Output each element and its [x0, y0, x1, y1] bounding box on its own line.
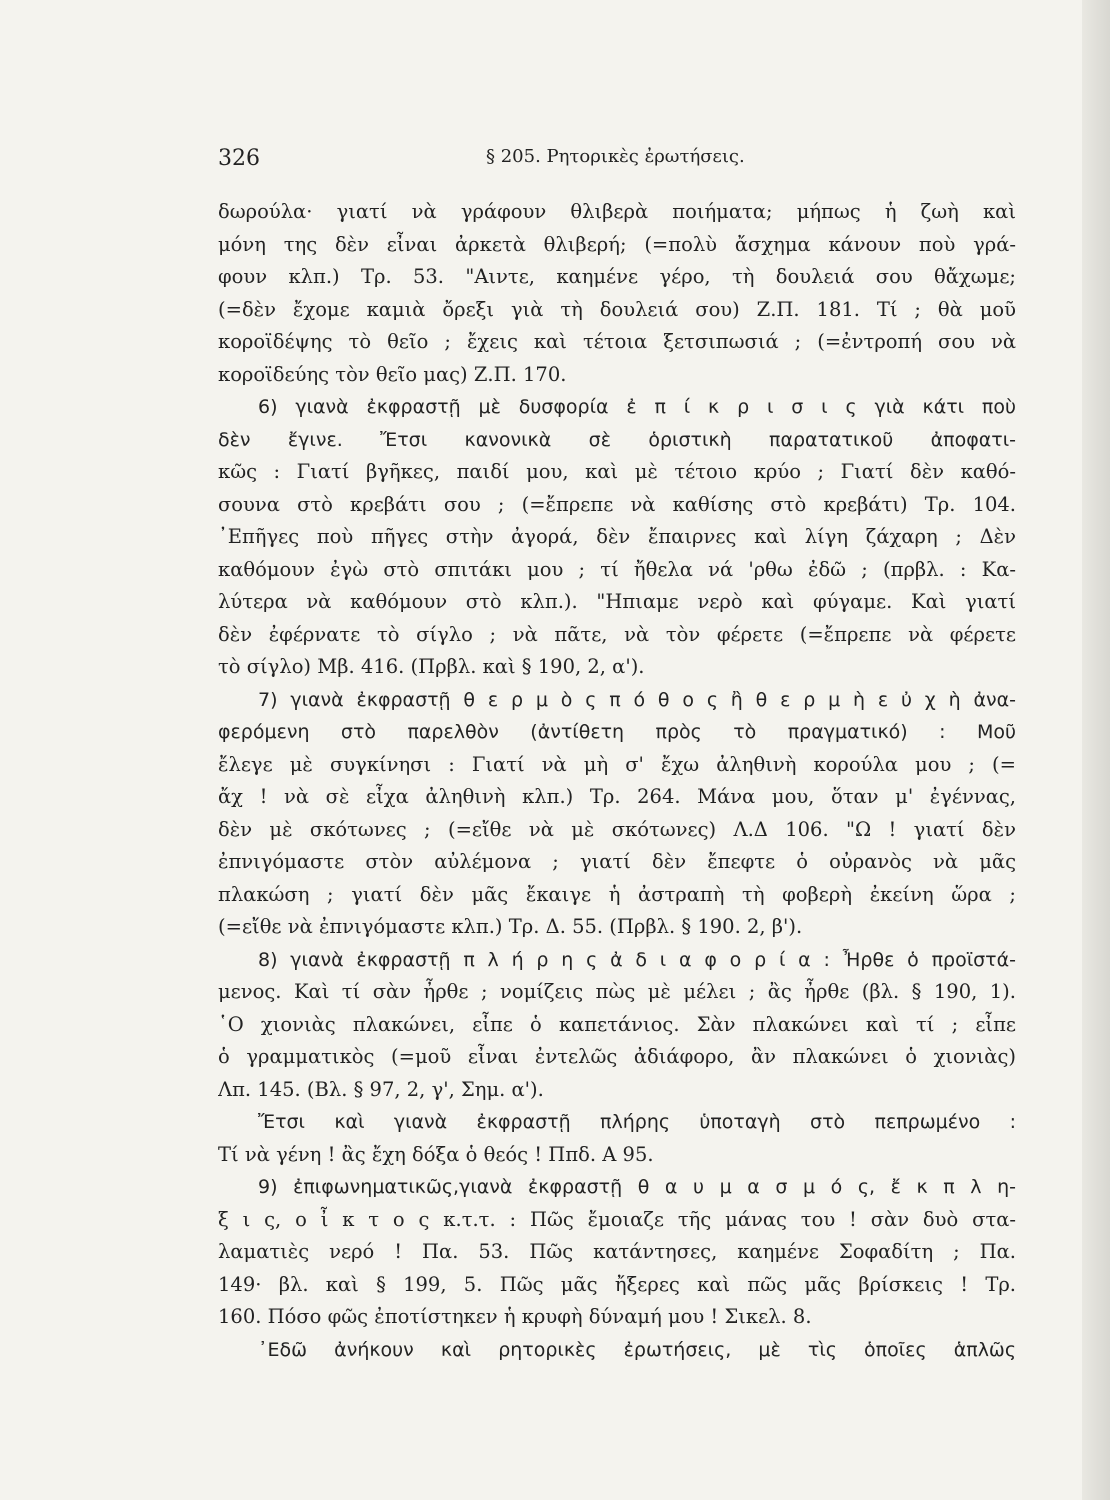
- text-line: δὲν ἔγινε. Ἔτσι κανονικὰ σὲ ὁριστικὴ παρατατικοῦ ἀποφατι-: [218, 428, 1016, 451]
- text-line: ᾿Εδῶ ἀνήκουν καὶ ρητορικὲς ἐρωτήσεις, μὲ τὶς ὁποῖες ἁπλῶς: [258, 1338, 1016, 1361]
- text-line: 7) γιανὰ ἐκφραστῇ θ ε ρ μ ὸ ς π ό θ ο ς ἢ θ ε ρ μ ὴ ε ὐ χ ὴ ἀνα-: [258, 688, 1016, 711]
- text-line: φουν κλπ.) Τρ. 53. "Αιντε, καημένε γέρο, τὴ δουλειά σου θἄχωμε;: [218, 265, 1016, 288]
- text-line: ὁ γραμματικὸς (=μοῦ εἶναι ἐντελῶς ἀδιάφορο, ἂν πλακώνει ὁ χιονιὰς): [218, 1045, 1016, 1068]
- text-line: δὲν ἐφέρνατε τὸ σίγλο ; νὰ πᾶτε, νὰ τὸν φέρετε (=ἔπρεπε νὰ φέρετε: [218, 622, 1016, 646]
- text-line: πλακώση ; γιατί δὲν μᾶς ἔκαιγε ἡ ἀστραπὴ τὴ φοβερὴ ἐκείνη ὥρα ;: [218, 882, 1016, 906]
- text-line: ξ ι ς, ο ἶ κ τ ο ς κ.τ.τ. : Πῶς ἔμοιαζε τῆς μάνας του ! σὰν δυὸ στα-: [218, 1207, 1016, 1231]
- running-title: § 205. Ρητορικὲς ἐρωτήσεις.: [486, 146, 745, 167]
- text-line: ἔλεγε μὲ συγκίνησι : Γιατί νὰ μὴ σ' ἔχω ἀληθινὴ κορούλα μου ; (=: [218, 752, 1016, 776]
- text-line: Ἔτσι καὶ γιανὰ ἐκφραστῇ πλήρης ὑποταγὴ στὸ πεπρωμένο :: [258, 1111, 1016, 1133]
- text-line: καθόμουν ἐγὼ στὸ σπιτάκι μου ; τί ἤθελα νά 'ρθω ἐδῶ ; (πρβλ. : Κα-: [218, 557, 1016, 581]
- page-edge-shadow: [1082, 0, 1110, 1500]
- text-line: σουνα στὸ κρεβάτι σου ; (=ἔπρεπε νὰ καθίσης στὸ κρεβάτι) Τρ. 104.: [218, 492, 1016, 516]
- text-line: ᾿Επῆγες ποὺ πῆγες στὴν ἀγορά, δὲν ἔπαιρνες καὶ λίγη ζάχαρη ; Δὲν: [218, 525, 1016, 548]
- text-line: ῾Ο χιονιὰς πλακώνει, εἶπε ὁ καπετάνιος. Σὰν πλακώνει καὶ τί ; εἶπε: [218, 1012, 1016, 1036]
- text-line: φερόμενη στὸ παρελθὸν (ἀντίθετη πρὸς τὸ πραγματικό) : Μοῦ: [218, 721, 1016, 743]
- text-line: κοροϊδέψης τὸ θεῖο ; ἔχεις καὶ τέτοια ξετσιπωσιά ; (=ἐντροπή σου νὰ: [218, 330, 1016, 353]
- text-line: κοροϊδεύης τὸν θεῖο μας) Ζ.Π. 170.: [218, 362, 567, 386]
- text-line: λαματιὲς νερό ! Πα. 53. Πῶς κατάντησες, καημένε Σοφαδίτη ; Πα.: [218, 1240, 1016, 1263]
- text-line: 8) γιανὰ ἐκφραστῇ π λ ή ρ η ς ἀ δ ι α φ ο ρ ί α : Ἦρθε ὁ προϊστά-: [258, 948, 1016, 971]
- text-line: μόνη της δὲν εἶναι ἀρκετὰ θλιβερή; (=πολὺ ἄσχημα κάνουν ποὺ γρά-: [218, 232, 1016, 256]
- body-text: [218, 196, 1016, 1366]
- text-line: ἄχ ! νὰ σὲ εἶχα ἀληθινὴ κλπ.) Τρ. 264. Μάνα μου, ὅταν μ' ἐγέννας,: [218, 785, 1016, 808]
- page-header: [218, 146, 1018, 176]
- text-line: δὲν μὲ σκότωνες ; (=εἴθε νὰ μὲ σκότωνες) Λ.Δ 106. "Ω ! γιατί δὲν: [218, 817, 1016, 841]
- text-line: λύτερα νὰ καθόμουν στὸ κλπ.). "Ηπιαμε νερὸ καὶ φύγαμε. Καὶ γιατί: [218, 590, 1016, 613]
- text-line: 149· βλ. καὶ § 199, 5. Πῶς μᾶς ἤξερες καὶ πῶς μᾶς βρίσκεις ! Τρ.: [218, 1272, 1016, 1296]
- text-line: (=δὲν ἔχομε καμιὰ ὄρεξι γιὰ τὴ δουλειά σου) Ζ.Π. 181. Τί ; θὰ μοῦ: [218, 297, 1016, 321]
- text-line: ἐπνιγόμαστε στὸν αὐλέμονα ; γιατί δὲν ἔπεφτε ὁ οὐρανὸς νὰ μᾶς: [218, 850, 1016, 873]
- text-line: 160. Πόσο φῶς ἐποτίστηκεν ἡ κρυφὴ δύναμή μου ! Σικελ. 8.: [218, 1305, 812, 1328]
- text-line: Λπ. 145. (Βλ. § 97, 2, γ', Σημ. α').: [218, 1077, 544, 1101]
- text-line: 6) γιανὰ ἐκφραστῇ μὲ δυσφορία ἐ π ί κ ρ ι σ ι ς γιὰ κάτι ποὺ: [258, 396, 1016, 418]
- page-number: 326: [218, 146, 260, 171]
- text-line: κῶς : Γιατί βγῆκες, παιδί μου, καὶ μὲ τέτοιο κρύο ; Γιατί δὲν καθό-: [218, 460, 1016, 483]
- text-line: δωρούλα· γιατί νὰ γράφουν θλιβερὰ ποιήματα; μήπως ἡ ζωὴ καὶ: [218, 200, 1016, 223]
- text-line: (=εἴθε νὰ ἐπνιγόμαστε κλπ.) Τρ. Δ. 55. (Πρβλ. § 190. 2, β').: [218, 915, 803, 938]
- text-line: 9) ἐπιφωνηματικῶς,γιανὰ ἐκφραστῇ θ α υ μ α σ μ ό ς, ἔ κ π λ η-: [258, 1176, 1016, 1198]
- text-line: μενος. Καὶ τί σὰν ἦρθε ; νομίζεις πὼς μὲ μέλει ; ἂς ἦρθε (βλ. § 190, 1).: [218, 980, 1016, 1003]
- text-line: Τί νὰ γένη ! ἂς ἔχη δόξα ὁ θεός ! Ππδ. Α 95.: [218, 1142, 654, 1166]
- text-line: τὸ σίγλο) Μβ. 416. (Πρβλ. καὶ § 190, 2, α').: [218, 655, 645, 678]
